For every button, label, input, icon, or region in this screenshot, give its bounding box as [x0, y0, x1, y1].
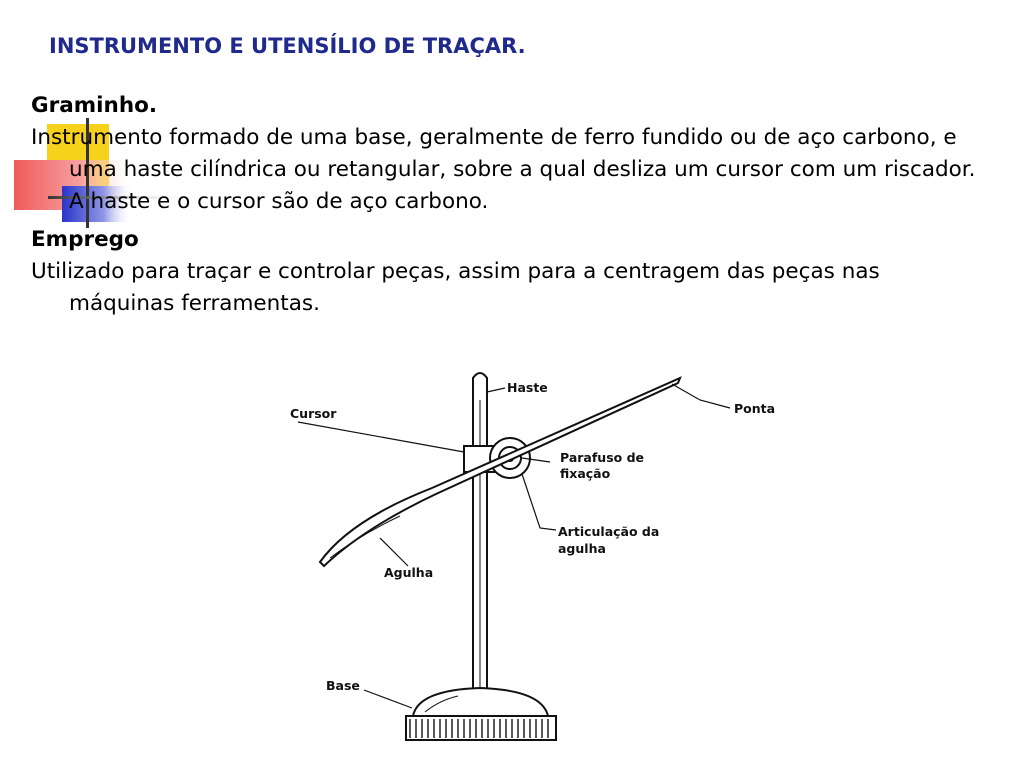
- heading-emprego: Emprego: [31, 227, 139, 252]
- label-ponta: Ponta: [734, 401, 776, 416]
- paragraph-graminho: Instrumento formado de uma base, geralmente de ferro fundido ou de aço carbono, e uma haste cilíndrica ou retangular, sobre a qual desliza um cursor com um riscador. A haste e o cursor são de aço carbono.: [31, 125, 976, 214]
- slide-body: [31, 90, 991, 320]
- label-agulha: Agulha: [384, 565, 434, 580]
- leader-haste: [487, 388, 505, 392]
- paragraph-emprego: Utilizado para traçar e controlar peças, assim para a centragem das peças nas máquinas ferramentas.: [31, 259, 880, 316]
- heading-graminho: Graminho.: [31, 93, 158, 118]
- graminho-diagram: [270, 360, 790, 760]
- label-parafuso-line2: fixação: [560, 466, 611, 481]
- page-title: INSTRUMENTO E UTENSÍLIO DE TRAÇAR.: [49, 34, 526, 58]
- leader-articulacao: [522, 474, 556, 530]
- leader-base: [364, 690, 412, 708]
- label-articulacao-line1: Articulação da: [558, 524, 660, 539]
- label-articulacao-line2: agulha: [558, 541, 606, 556]
- leader-cursor: [298, 422, 464, 452]
- label-cursor: Cursor: [290, 406, 337, 421]
- label-base: Base: [326, 678, 360, 693]
- leader-agulha: [380, 538, 408, 566]
- haste-rod: [473, 373, 487, 692]
- label-parafuso-line1: Parafuso de: [560, 450, 645, 465]
- label-haste: Haste: [507, 380, 548, 395]
- base-shape: [406, 688, 556, 740]
- leader-ponta: [672, 384, 730, 408]
